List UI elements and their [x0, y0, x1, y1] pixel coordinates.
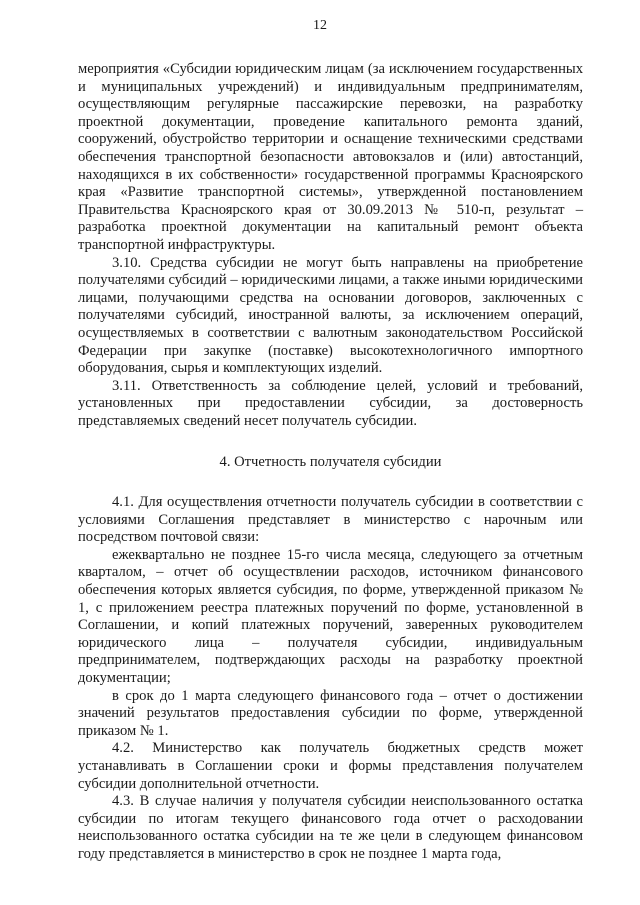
document-body [78, 61, 583, 864]
paragraph-4-3: 4.3. В случае наличия у получателя субсидии неиспользованного остатка субсидии по итогам текущего финансового года отчет о расходовании неиспользованного остатка субсидии на те же цели в следующем финансовом году представляется в министерство в срок не позднее 1 марта года, [78, 793, 583, 862]
section-heading-reporting: 4. Отчетность получателя субсидии [219, 454, 442, 471]
paragraph-3-10: 3.10. Средства субсидии не могут быть направлены на приобретение получателями субсидий – юридическими лицами, а также иными юридическими лицами, получающими средства на основании договоров, заключенных с получателями субсидий, иностранной валюты, за исключением операций, осуществляемых в соответствии с валютным законодательством Российской Федерации при закупке (поставке) высокотехнологичного импортного оборудования, сырья и комплектующих изделий. [78, 254, 583, 377]
paragraph-quarterly-report: ежеквартально не позднее 15-го числа месяца, следующего за отчетным кварталом, – отчет об осуществлении расходов, источником финансового обеспечения которых является субсидия, по форме, утвержденной приказом № 1, с приложением реестра платежных поручений по форме, установленной в Соглашении, и копий платежных поручений, заверенных руководителем юридического лица – получателя субсидии, индивидуальным предпринимателем, подтверждающих расходы на разработку проектной документации; [78, 546, 583, 686]
paragraph-3-11: 3.11. Ответственность за соблюдение целей, условий и требований, установленных при предоставлении субсидии, за достоверность представляемых сведений несет получатель субсидии. [78, 377, 583, 429]
paragraph-4-2: 4.2. Министерство как получатель бюджетных средств может устанавливать в Соглашении сроки и формы представления получателем субсидии дополнительной отчетности. [78, 740, 583, 792]
paragraph-4-1: 4.1. Для осуществления отчетности получатель субсидии в соответствии с условиями Соглашения представляет в министерство с нарочным или посредством почтовой связи: [78, 494, 583, 546]
page-number: 12 [313, 18, 327, 33]
paragraph-annual-report: в срок до 1 марта следующего финансового года – отчет о достижении значений результатов предоставления субсидии по форме, утвержденной приказом № 1. [78, 687, 583, 739]
paragraph-program-measure: мероприятия «Субсидии юридическим лицам (за исключением государственных и муниципальных учреждений) и индивидуальным предпринимателям, осуществляющим регулярные пассажирские перевозки, на разработку проектной документации, проведение капитального ремонта зданий, сооружений, обустройство территории и оснащение техническими средствами обеспечения транспортной безопасности автовокзалов и (или) автостанций, находящихся в их собственности» государственной программы Красноярского края «Развитие транспортной системы», утвержденной постановлением Правительства Красноярского края от 30.09.2013 № 510-п, результат – разработка проектной документации на капитальный ремонт объекта транспортной инфраструктуры. [78, 61, 583, 253]
